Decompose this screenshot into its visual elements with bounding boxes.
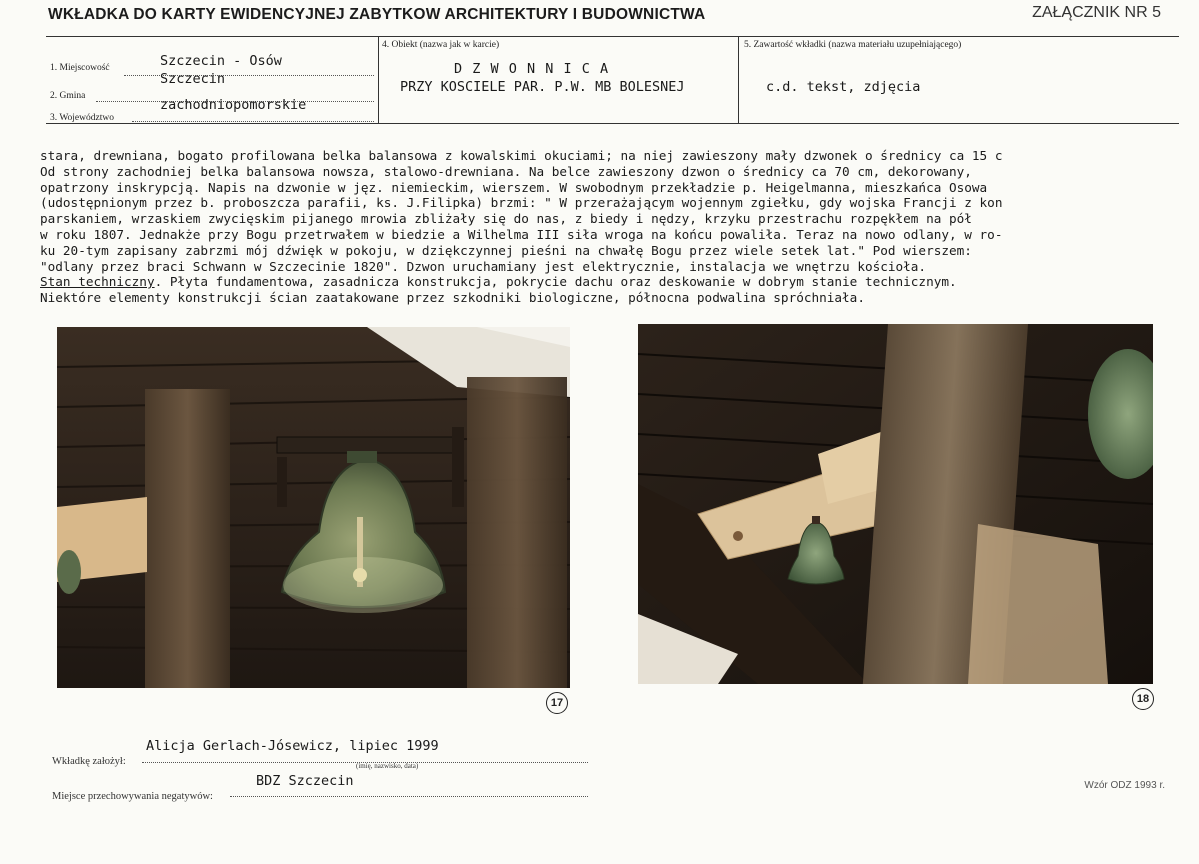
header-divider-2 [738,37,739,123]
document-title: WKŁADKA DO KARTY EWIDENCYJNEJ ZABYTKOW ARCHITEKTURY I BUDOWNICTWA [48,6,706,23]
text-line: (udostępnionym przez b. proboszcza parafii, ks. J.Filipka) brzmi: " W przerażającym wojennym zgiełku, gdy wojska Francji z kon [40,195,1003,211]
author-value: Alicja Gerlach-Jósewicz, lipiec 1999 [146,738,439,754]
text-line: parskaniem, wrzaskiem zwycięskim pijanego mrowia zbliżały się do nas, z biedy i nędzy, krzyku przestrachu rozpękłem na pół [40,211,972,227]
gmina-label: 2. Gmina [50,91,86,101]
photo-number-17: 17 [546,692,568,714]
miejscowosc-label: 1. Miejscowość [50,63,110,73]
storage-value: BDZ Szczecin [256,773,354,789]
photo-bell-large [57,327,570,688]
description-text [40,148,1190,306]
miejscowosc-value: Szczecin - Osów [160,53,282,69]
photo-beam-small-bell [638,324,1153,684]
text-line-state [40,274,1190,290]
annex-number: ZAŁĄCZNIK NR 5 [1032,4,1161,21]
zawartosc-label: 5. Zawartość wkładki (nazwa materiału uzupełniającego) [744,40,962,50]
obiekt-line-1: D Z W O N N I C A [454,61,610,77]
text-line: stara, drewniana, bogato profilowana belka balansowa z kowalskimi okuciami; na niej zawieszony mały dzwonek o średnicy ca 15 c [40,148,1003,163]
text-line: w roku 1807. Jednakże przy Bogu przetrwałem w biedzie a Wilhelma III siła wroga na końcu powaliła. Teraz na nowo odlany, w ro- [40,226,1003,242]
text-line: "odlany przez braci Schwann w Szczecinie 1820". Dzwon uruchamiany jest elektrycznie, instalacja we wnętrzu kościoła. [40,258,927,274]
gmina-value: Szczecin [160,71,226,87]
author-hint: (imię, nazwisko, data) [356,762,419,770]
form-code: Wzór ODZ 1993 r. [1084,780,1165,791]
text-line: ku 20-tym zapisany zabrzmi mój dźwięk w pokoju, w dziękczynnej pieśni na chwałę Bogu przez wiele setek lat." Pod wierszem: [40,242,972,258]
obiekt-line-2: PRZY KOSCIELE PAR. P.W. MB BOLESNEJ [400,79,685,95]
header-fields-box [46,36,1179,124]
text-line: Od strony zachodniej belka balansowa nowsza, stalowo-drewniana. Na belce zawieszony dzwon o średnicy ca 70 cm, dekorowany, [40,163,972,179]
wojewodztwo-value: zachodniopomorskie [160,97,307,113]
state-text: . Płyta fundamentowa, zasadnicza konstrukcja, pokrycie dachu oraz deskowanie w dobrym stanie technicznym. [154,274,957,290]
state-label: Stan techniczny [40,274,155,290]
storage-label: Miejsce przechowywania negatywów: [52,791,213,802]
wojewodztwo-label: 3. Województwo [50,113,114,123]
obiekt-label: 4. Obiekt (nazwa jak w karcie) [382,40,500,50]
text-line: Niektóre elementy konstrukcji ścian zaatakowane przez szkodniki biologiczne, północna podwalina spróchniała. [40,290,865,306]
author-label: Wkładkę założył: [52,756,126,767]
text-line: opatrzony inskrypcją. Napis na dzwonie w jęz. niemieckim, wierszem. W swobodnym przekładzie p. Heigelmanna, mieszkańca Osowa [40,179,988,195]
zawartosc-value: c.d. tekst, zdjęcia [766,79,921,95]
storage-dots [230,796,588,797]
photo-number-18: 18 [1132,688,1154,710]
header-divider-1 [378,37,379,123]
wojewodztwo-dots [132,121,374,122]
